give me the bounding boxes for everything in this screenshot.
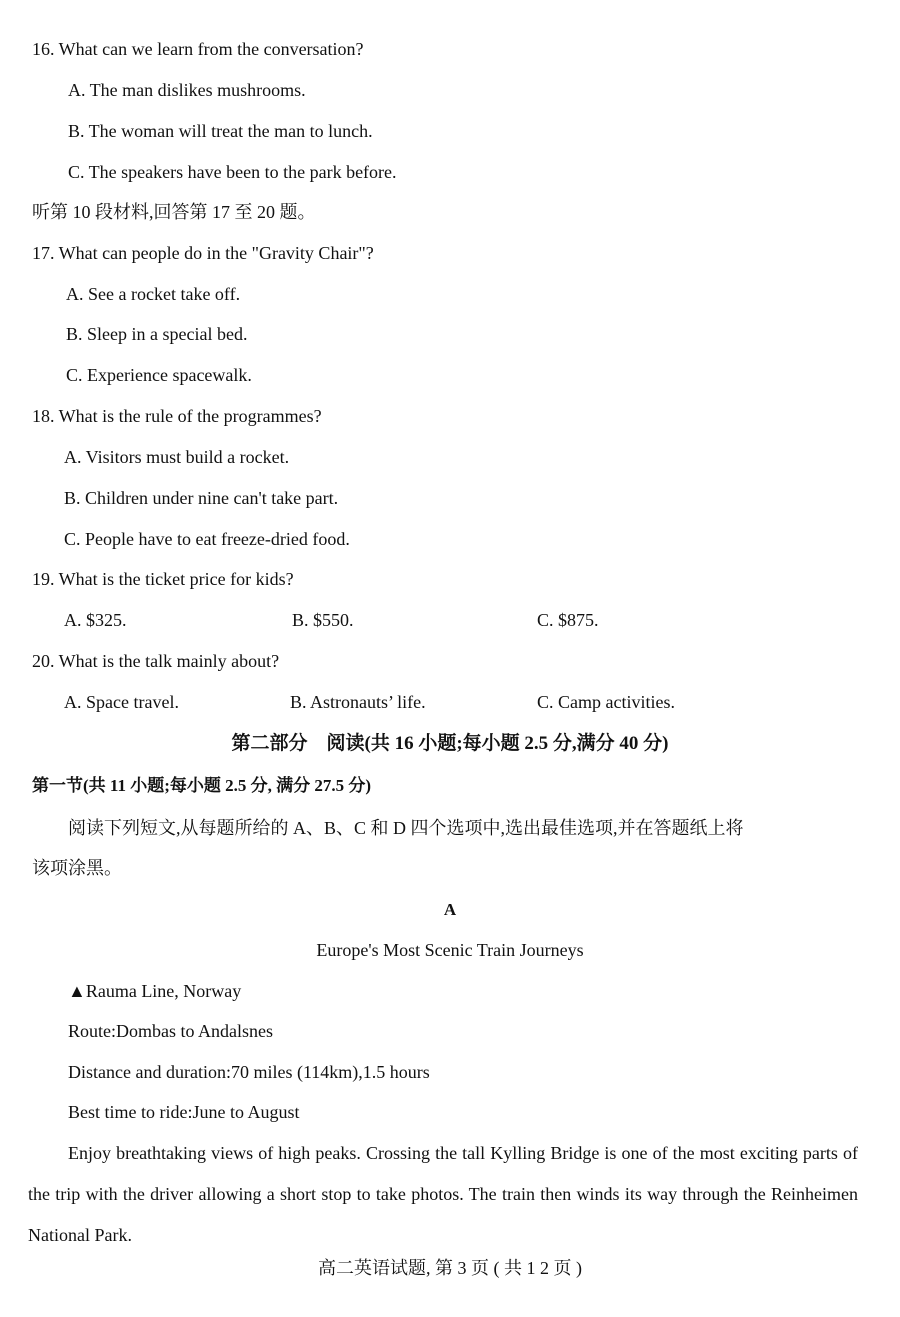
part2-heading: 第二部分 阅读(共 16 小题;每小题 2.5 分,满分 40 分) <box>231 733 669 754</box>
q16-option-b: B. The woman will treat the man to lunch. <box>68 121 373 141</box>
description-paragraph: Enjoy breathtaking views of high peaks. Crossing the tall Kylling Bridge is one of the most exciting parts of the trip with the driver allowing a short stop to take photos. The train then winds its way through the Reinheimen National Park. <box>28 1143 858 1245</box>
q20-stem: 20. What is the talk mainly about? <box>32 651 280 671</box>
q17-stem: 17. What can people do in the "Gravity Chair"? <box>32 243 374 263</box>
q19-option-b: B. $550. <box>292 610 354 630</box>
item-title: Rauma Line, Norway <box>85 981 242 1001</box>
listening-instruction-10: 听第 10 段材料,回答第 17 至 20 题。 <box>32 202 316 222</box>
q16-stem: 16. What can we learn from the conversation? <box>32 39 364 59</box>
page-footer: 高二英语试题, 第 3 页 ( 共 1 2 页 ) <box>318 1258 582 1278</box>
distance-line: Distance and duration:70 miles (114km),1.5 hours <box>68 1062 430 1082</box>
q20-option-c: C. Camp activities. <box>537 692 675 712</box>
passage-letter: A <box>443 900 457 919</box>
q17-option-b: B. Sleep in a special bed. <box>66 324 248 344</box>
q18-stem: 18. What is the rule of the programmes? <box>32 406 322 426</box>
q20-option-a: A. Space travel. <box>64 692 179 712</box>
q19-options <box>0 608 900 632</box>
q18-option-b: B. Children under nine can't take part. <box>64 488 339 508</box>
directions-line1: 阅读下列短文,从每题所给的 A、B、C 和 D 四个选项中,选出最佳选项,并在答题纸上将 <box>68 818 744 838</box>
q19-option-c: C. $875. <box>537 610 599 630</box>
directions-line2: 该项涂黑。 <box>32 858 122 878</box>
section1-heading: 第一节(共 11 小题;每小题 2.5 分, 满分 27.5 分) <box>32 776 372 795</box>
route-line: Route:Dombas to Andalsnes <box>68 1021 273 1041</box>
q20-option-b: B. Astronauts’ life. <box>290 692 426 712</box>
q19-option-a: A. $325. <box>64 610 127 630</box>
passage-title: Europe's Most Scenic Train Journeys <box>316 940 584 960</box>
q16-option-c: C. The speakers have been to the park before. <box>68 162 397 182</box>
q20-options <box>0 690 900 714</box>
item-title-row <box>68 979 241 1003</box>
q16-option-a: A. The man dislikes mushrooms. <box>68 80 306 100</box>
triangle-icon: ▲ <box>68 981 86 1001</box>
q17-option-a: A. See a rocket take off. <box>66 284 241 304</box>
best-time-line: Best time to ride:June to August <box>68 1102 300 1122</box>
q18-option-c: C. People have to eat freeze-dried food. <box>64 529 350 549</box>
q19-stem: 19. What is the ticket price for kids? <box>32 569 294 589</box>
q18-option-a: A. Visitors must build a rocket. <box>64 447 290 467</box>
q17-option-c: C. Experience spacewalk. <box>66 365 252 385</box>
